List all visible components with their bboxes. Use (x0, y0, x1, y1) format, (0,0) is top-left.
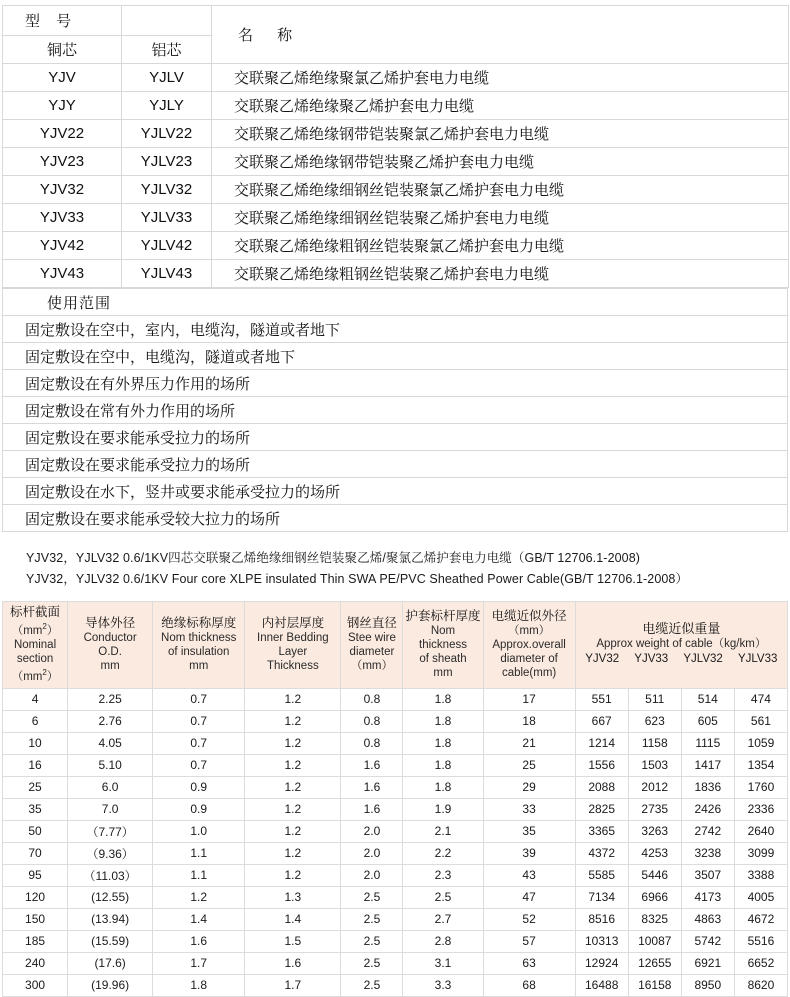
spec-col-insulation-en3: mm (189, 659, 209, 672)
spec-cell-weight-yjv33: 12655 (628, 952, 681, 974)
spec-col-sheath-en3: mm (433, 666, 453, 679)
spec-col-overall-diameter-en4: cable(mm) (501, 666, 557, 679)
spec-col-wire-diameter-cn: 钢丝直径 (346, 615, 397, 630)
spec-cell-weight-yjlv33: 2640 (734, 820, 787, 842)
spec-col-nominal-section (3, 602, 68, 689)
spec-cell-conductor-od: 5.10 (68, 754, 153, 776)
spec-cell-weight-yjlv32: 3507 (681, 864, 734, 886)
spec-cell-weight-yjlv33: 6652 (734, 952, 787, 974)
model-name: 交联聚乙烯绝缘粗钢丝铠装聚氯乙烯护套电力电缆 (212, 232, 789, 260)
spec-cell-sheath: 2.2 (403, 842, 483, 864)
table-row (3, 710, 788, 732)
spec-cell-section: 300 (3, 974, 68, 996)
spec-cell-conductor-od: 2.25 (68, 688, 153, 710)
spec-col-wire-diameter (341, 602, 403, 689)
spec-cell-wire: 1.6 (341, 798, 403, 820)
spec-cell-bedding: 1.2 (245, 754, 341, 776)
model-cu-code: YJV32 (3, 176, 122, 204)
spec-cell-weight-yjv33: 5446 (628, 864, 681, 886)
usage-item: 固定敷设在空中，电缆沟，隧道或者地下 (3, 343, 788, 370)
spec-col-insulation (153, 602, 245, 689)
spec-col-approx-weight-en: Approx weight of cable（kg/km） (596, 638, 767, 651)
spec-cell-bedding: 1.7 (245, 974, 341, 996)
spec-cell-insulation: 1.1 (153, 842, 245, 864)
spec-cell-weight-yjlv33: 8620 (734, 974, 787, 996)
spec-cell-sheath: 2.8 (403, 930, 483, 952)
spec-cell-wire: 2.0 (341, 842, 403, 864)
spec-cell-insulation: 0.7 (153, 754, 245, 776)
spec-cell-bedding: 1.2 (245, 798, 341, 820)
spec-weight-code-yjv33: YJV33 (634, 653, 669, 666)
spec-cell-weight-yjlv33: 1760 (734, 776, 787, 798)
models-header-model-group: 型 号 (3, 6, 122, 36)
spec-cell-wire: 2.0 (341, 864, 403, 886)
spec-cell-wire: 1.6 (341, 754, 403, 776)
spec-cell-section: 120 (3, 886, 68, 908)
spec-header-row (3, 602, 788, 689)
spec-cell-conductor-od: (12.55) (68, 886, 153, 908)
spec-cell-weight-yjlv32: 2742 (681, 820, 734, 842)
spec-weight-subheaders (578, 652, 785, 666)
spec-cell-bedding: 1.3 (245, 886, 341, 908)
spec-cell-overall: 39 (483, 842, 575, 864)
spec-cell-sheath: 1.9 (403, 798, 483, 820)
spec-cell-insulation: 1.0 (153, 820, 245, 842)
models-header-copper-core: 铜芯 (3, 36, 122, 64)
list-item (3, 505, 788, 532)
usage-item: 固定敷设在空中，室内，电缆沟，隧道或者地下 (3, 316, 788, 343)
spec-cell-section: 10 (3, 732, 68, 754)
spec-cell-insulation: 0.9 (153, 776, 245, 798)
table-row (3, 930, 788, 952)
model-al-code: YJLV43 (122, 260, 212, 288)
spec-cell-weight-yjlv32: 4863 (681, 908, 734, 930)
spec-cell-conductor-od: (15.59) (68, 930, 153, 952)
spec-cell-conductor-od: （9.36） (68, 842, 153, 864)
model-name: 交联聚乙烯绝缘细钢丝铠装聚乙烯护套电力电缆 (212, 204, 789, 232)
model-name: 交联聚乙烯绝缘钢带铠装聚乙烯护套电力电缆 (212, 148, 789, 176)
spec-col-sheath-cn: 护套标杆厚度 (405, 608, 481, 623)
table-row (3, 204, 789, 232)
spec-col-overall-diameter-en1: （mm） (508, 624, 551, 637)
spec-cell-weight-yjv32: 7134 (575, 886, 628, 908)
spec-cell-section: 50 (3, 820, 68, 842)
spec-weight-code-yjlv33: YJLV33 (737, 653, 778, 666)
spec-cell-sheath: 2.3 (403, 864, 483, 886)
table-row (3, 120, 789, 148)
spec-cell-bedding: 1.2 (245, 842, 341, 864)
spec-cell-weight-yjlv33: 3099 (734, 842, 787, 864)
usage-item: 固定敷设在有外界压力作用的场所 (3, 370, 788, 397)
spec-cell-conductor-od: (19.96) (68, 974, 153, 996)
spec-cell-section: 16 (3, 754, 68, 776)
spec-cell-sheath: 1.8 (403, 710, 483, 732)
spec-cell-overall: 43 (483, 864, 575, 886)
spec-cell-weight-yjlv33: 474 (734, 688, 787, 710)
spec-cell-insulation: 1.8 (153, 974, 245, 996)
list-item (3, 424, 788, 451)
models-header-name: 名 称 (212, 6, 789, 64)
spec-cell-weight-yjlv32: 1115 (681, 732, 734, 754)
spec-col-conductor-od-en2: O.D. (98, 645, 122, 658)
model-cu-code: YJY (3, 92, 122, 120)
spec-cell-bedding: 1.2 (245, 776, 341, 798)
spec-cell-insulation: 1.4 (153, 908, 245, 930)
table-row (3, 776, 788, 798)
spec-cell-overall: 25 (483, 754, 575, 776)
spec-col-insulation-en2: of insulation (168, 645, 230, 658)
spec-cell-overall: 33 (483, 798, 575, 820)
spec-cell-sheath: 1.8 (403, 776, 483, 798)
spec-cell-bedding: 1.2 (245, 732, 341, 754)
table-row (3, 842, 788, 864)
spec-cell-bedding: 1.2 (245, 820, 341, 842)
spec-col-sheath-en2: of sheath (419, 652, 467, 665)
model-cu-code: YJV33 (3, 204, 122, 232)
spec-cell-weight-yjv32: 2825 (575, 798, 628, 820)
spec-cell-section: 185 (3, 930, 68, 952)
spec-table-body (3, 688, 788, 996)
spec-col-conductor-od-en1: Conductor (83, 631, 137, 644)
spec-cell-bedding: 1.2 (245, 688, 341, 710)
spec-cell-weight-yjlv33: 1059 (734, 732, 787, 754)
models-header-aluminium-core: 铝芯 (122, 36, 212, 64)
spec-cell-weight-yjlv32: 6921 (681, 952, 734, 974)
model-al-code: YJLV23 (122, 148, 212, 176)
spec-cell-section: 95 (3, 864, 68, 886)
table-row (3, 688, 788, 710)
model-name: 交联聚乙烯绝缘细钢丝铠装聚氯乙烯护套电力电缆 (212, 176, 789, 204)
spec-col-nominal-section-unit2: $(mm^2)$ (11, 667, 59, 683)
spec-cell-overall: 17 (483, 688, 575, 710)
table-row (3, 820, 788, 842)
spec-cell-weight-yjv33: 3263 (628, 820, 681, 842)
spec-cell-overall: 63 (483, 952, 575, 974)
spec-col-conductor-od-cn: 导体外径 (85, 615, 136, 630)
spec-col-approx-weight-cn: 电缆近似重量 (642, 621, 721, 637)
spec-cell-weight-yjv33: 1158 (628, 732, 681, 754)
spec-cell-overall: 68 (483, 974, 575, 996)
list-item (3, 370, 788, 397)
spec-cell-sheath: 2.7 (403, 908, 483, 930)
spec-cell-weight-yjv32: 2088 (575, 776, 628, 798)
spec-col-overall-diameter-en2: Approx.overall (492, 638, 566, 651)
table-row (3, 176, 789, 204)
spec-weight-code-yjlv32: YJLV32 (683, 653, 723, 666)
table-row (3, 798, 788, 820)
table-row (3, 148, 789, 176)
model-cu-code: YJV43 (3, 260, 122, 288)
table-row (3, 64, 789, 92)
spec-col-insulation-en1: Nom thickness (161, 631, 237, 644)
spec-cell-bedding: 1.2 (245, 864, 341, 886)
spec-cell-weight-yjlv33: 1354 (734, 754, 787, 776)
spec-cell-weight-yjv32: 10313 (575, 930, 628, 952)
spec-cell-insulation: 0.7 (153, 688, 245, 710)
spec-cell-sheath: 1.8 (403, 754, 483, 776)
spec-cell-weight-yjv32: 5585 (575, 864, 628, 886)
table-row (3, 908, 788, 930)
model-al-code: YJLV32 (122, 176, 212, 204)
spec-cell-weight-yjlv33: 561 (734, 710, 787, 732)
spec-cell-insulation: 0.7 (153, 732, 245, 754)
table-row (3, 732, 788, 754)
table-row (3, 886, 788, 908)
model-cu-code: YJV22 (3, 120, 122, 148)
spec-cell-sheath: 1.8 (403, 732, 483, 754)
spec-cell-weight-yjv33: 16158 (628, 974, 681, 996)
table-row (3, 232, 789, 260)
model-al-code: YJLV (122, 64, 212, 92)
spec-col-wire-diameter-en3: （mm） (350, 659, 393, 672)
model-al-code: YJLV22 (122, 120, 212, 148)
spec-cell-sheath: 2.1 (403, 820, 483, 842)
usage-title-row (3, 289, 788, 316)
spec-cell-wire: 0.8 (341, 688, 403, 710)
table-row (3, 92, 789, 120)
table-row (3, 864, 788, 886)
spec-cell-weight-yjv32: 16488 (575, 974, 628, 996)
spec-col-sheath (403, 602, 483, 689)
spec-cell-conductor-od: (13.94) (68, 908, 153, 930)
caption-line-english: YJV32，YJLV32 0.6/1KV Four core XLPE insulated Thin SWA PE/PVC Sheathed Power Cable(GB/T 12706.1-2008） (26, 572, 689, 586)
spec-cell-overall: 57 (483, 930, 575, 952)
spec-col-nominal-section-en2: section (16, 652, 54, 665)
spec-cell-sheath: 1.8 (403, 688, 483, 710)
list-item (3, 343, 788, 370)
spec-cell-section: 35 (3, 798, 68, 820)
spec-col-bedding-cn: 内衬层厚度 (261, 615, 325, 630)
spec-cell-weight-yjlv33: 4672 (734, 908, 787, 930)
spec-cell-section: 4 (3, 688, 68, 710)
spec-table-head (3, 602, 788, 689)
usage-item: 固定敷设在常有外力作用的场所 (3, 397, 788, 424)
spec-cell-bedding: 1.2 (245, 710, 341, 732)
usage-table (2, 288, 788, 532)
spec-cell-overall: 47 (483, 886, 575, 908)
table-row (3, 952, 788, 974)
spec-cell-weight-yjlv32: 1836 (681, 776, 734, 798)
spec-cell-wire: 2.0 (341, 820, 403, 842)
spec-cell-section: 6 (3, 710, 68, 732)
usage-item: 固定敷设在水下，竖井或要求能承受拉力的场所 (3, 478, 788, 505)
spec-col-bedding (245, 602, 341, 689)
spec-cell-insulation: 0.9 (153, 798, 245, 820)
usage-item: 固定敷设在要求能承受较大拉力的场所 (3, 505, 788, 532)
spec-cell-conductor-od: 6.0 (68, 776, 153, 798)
spec-cell-weight-yjv33: 8325 (628, 908, 681, 930)
spec-cell-wire: 2.5 (341, 974, 403, 996)
spec-col-overall-diameter (483, 602, 575, 689)
spec-col-overall-diameter-en3: diameter of (500, 652, 558, 665)
model-name: 交联聚乙烯绝缘聚氯乙烯护套电力电缆 (212, 64, 789, 92)
spec-cell-weight-yjv32: 1214 (575, 732, 628, 754)
spec-cell-weight-yjlv32: 5742 (681, 930, 734, 952)
spec-col-conductor-od-en3: mm (100, 659, 120, 672)
spec-col-bedding-en2: Layer (278, 645, 308, 658)
spec-cell-insulation: 1.2 (153, 886, 245, 908)
model-al-code: YJLV33 (122, 204, 212, 232)
models-table (2, 5, 789, 288)
spec-cell-weight-yjv33: 6966 (628, 886, 681, 908)
spec-cell-sheath: 3.3 (403, 974, 483, 996)
spec-col-nominal-section-en1: Nominal (13, 638, 57, 651)
models-header-row-1 (3, 6, 789, 36)
spec-cell-conductor-od: (17.6) (68, 952, 153, 974)
spec-table (2, 601, 788, 997)
spec-cell-bedding: 1.6 (245, 952, 341, 974)
spec-cell-section: 25 (3, 776, 68, 798)
spec-caption (26, 548, 790, 590)
spec-cell-insulation: 0.7 (153, 710, 245, 732)
spec-cell-wire: 2.5 (341, 930, 403, 952)
spec-cell-wire: 2.5 (341, 952, 403, 974)
spec-cell-sheath: 3.1 (403, 952, 483, 974)
spec-cell-weight-yjv33: 2735 (628, 798, 681, 820)
list-item (3, 397, 788, 424)
list-item (3, 451, 788, 478)
model-al-code: YJLV42 (122, 232, 212, 260)
spec-cell-weight-yjlv32: 2426 (681, 798, 734, 820)
spec-cell-weight-yjlv32: 1417 (681, 754, 734, 776)
spec-col-bedding-en3: Thickness (266, 659, 319, 672)
spec-weight-code-yjv32: YJV32 (585, 653, 620, 666)
model-al-code: YJLY (122, 92, 212, 120)
model-cu-code: YJV23 (3, 148, 122, 176)
page-root (0, 5, 790, 993)
caption-line-chinese: YJV32，YJLV32 0.6/1KV四芯交联聚乙烯绝缘细钢丝铠装聚乙烯/聚氯乙烯护套电力电缆（GB/T 12706.1-2008) (26, 551, 641, 565)
spec-cell-section: 150 (3, 908, 68, 930)
spec-cell-weight-yjv33: 1503 (628, 754, 681, 776)
usage-title: 使用范围 (3, 289, 788, 316)
spec-cell-conductor-od: 4.05 (68, 732, 153, 754)
spec-col-wire-diameter-en1: Stee wire (347, 631, 396, 644)
spec-cell-weight-yjv33: 2012 (628, 776, 681, 798)
models-header-blank (122, 6, 212, 36)
spec-col-overall-diameter-cn: 电缆近似外径 (491, 608, 567, 623)
table-row (3, 754, 788, 776)
spec-cell-weight-yjv32: 8516 (575, 908, 628, 930)
spec-cell-wire: 1.6 (341, 776, 403, 798)
spec-cell-wire: 2.5 (341, 908, 403, 930)
model-name: 交联聚乙烯绝缘聚乙烯护套电力电缆 (212, 92, 789, 120)
spec-cell-weight-yjv33: 4253 (628, 842, 681, 864)
spec-cell-weight-yjv32: 667 (575, 710, 628, 732)
spec-col-approx-weight (575, 602, 787, 689)
spec-cell-overall: 35 (483, 820, 575, 842)
spec-cell-weight-yjv33: 511 (628, 688, 681, 710)
model-cu-code: YJV42 (3, 232, 122, 260)
spec-col-wire-diameter-en2: diameter (349, 645, 395, 658)
spec-cell-wire: 0.8 (341, 732, 403, 754)
spec-cell-weight-yjlv32: 8950 (681, 974, 734, 996)
spec-cell-weight-yjv32: 4372 (575, 842, 628, 864)
models-table-body (3, 6, 789, 288)
table-row (3, 974, 788, 996)
spec-cell-weight-yjlv33: 4005 (734, 886, 787, 908)
spec-cell-weight-yjv32: 3365 (575, 820, 628, 842)
spec-cell-conductor-od: 7.0 (68, 798, 153, 820)
spec-cell-section: 240 (3, 952, 68, 974)
spec-cell-conductor-od: （7.77） (68, 820, 153, 842)
usage-item: 固定敷设在要求能承受拉力的场所 (3, 424, 788, 451)
spec-cell-weight-yjlv33: 3388 (734, 864, 787, 886)
spec-cell-overall: 29 (483, 776, 575, 798)
spec-cell-weight-yjv33: 623 (628, 710, 681, 732)
spec-cell-weight-yjlv32: 4173 (681, 886, 734, 908)
table-row (3, 260, 789, 288)
spec-cell-weight-yjv33: 10087 (628, 930, 681, 952)
spec-cell-weight-yjlv32: 3238 (681, 842, 734, 864)
usage-item: 固定敷设在要求能承受拉力的场所 (3, 451, 788, 478)
spec-col-insulation-cn: 绝缘标称厚度 (161, 615, 237, 630)
spec-cell-weight-yjv32: 551 (575, 688, 628, 710)
model-cu-code: YJV (3, 64, 122, 92)
spec-col-bedding-en1: Inner Bedding (257, 631, 329, 644)
usage-table-body (3, 289, 788, 532)
spec-cell-weight-yjlv32: 605 (681, 710, 734, 732)
spec-col-nominal-section-cn: 标杆截面 (10, 605, 61, 619)
spec-cell-weight-yjlv32: 514 (681, 688, 734, 710)
spec-cell-overall: 18 (483, 710, 575, 732)
list-item (3, 478, 788, 505)
model-name: 交联聚乙烯绝缘钢带铠装聚氯乙烯护套电力电缆 (212, 120, 789, 148)
spec-cell-bedding: 1.5 (245, 930, 341, 952)
spec-cell-overall: 52 (483, 908, 575, 930)
spec-col-sheath-en1: Nom thickness (419, 624, 467, 651)
spec-col-conductor-od (68, 602, 153, 689)
spec-col-nominal-section-unit: $(mm^2)$ (11, 622, 59, 637)
spec-cell-insulation: 1.1 (153, 864, 245, 886)
spec-cell-weight-yjv32: 1556 (575, 754, 628, 776)
spec-cell-weight-yjlv33: 5516 (734, 930, 787, 952)
spec-cell-wire: 0.8 (341, 710, 403, 732)
spec-cell-conductor-od: 2.76 (68, 710, 153, 732)
spec-cell-section: 70 (3, 842, 68, 864)
spec-cell-insulation: 1.6 (153, 930, 245, 952)
spec-cell-bedding: 1.4 (245, 908, 341, 930)
spec-cell-insulation: 1.7 (153, 952, 245, 974)
list-item (3, 316, 788, 343)
spec-cell-conductor-od: （11.03） (68, 864, 153, 886)
model-name: 交联聚乙烯绝缘粗钢丝铠装聚乙烯护套电力电缆 (212, 260, 789, 288)
spec-cell-weight-yjlv33: 2336 (734, 798, 787, 820)
spec-cell-weight-yjv32: 12924 (575, 952, 628, 974)
spec-cell-wire: 2.5 (341, 886, 403, 908)
spec-cell-overall: 21 (483, 732, 575, 754)
spec-cell-sheath: 2.5 (403, 886, 483, 908)
